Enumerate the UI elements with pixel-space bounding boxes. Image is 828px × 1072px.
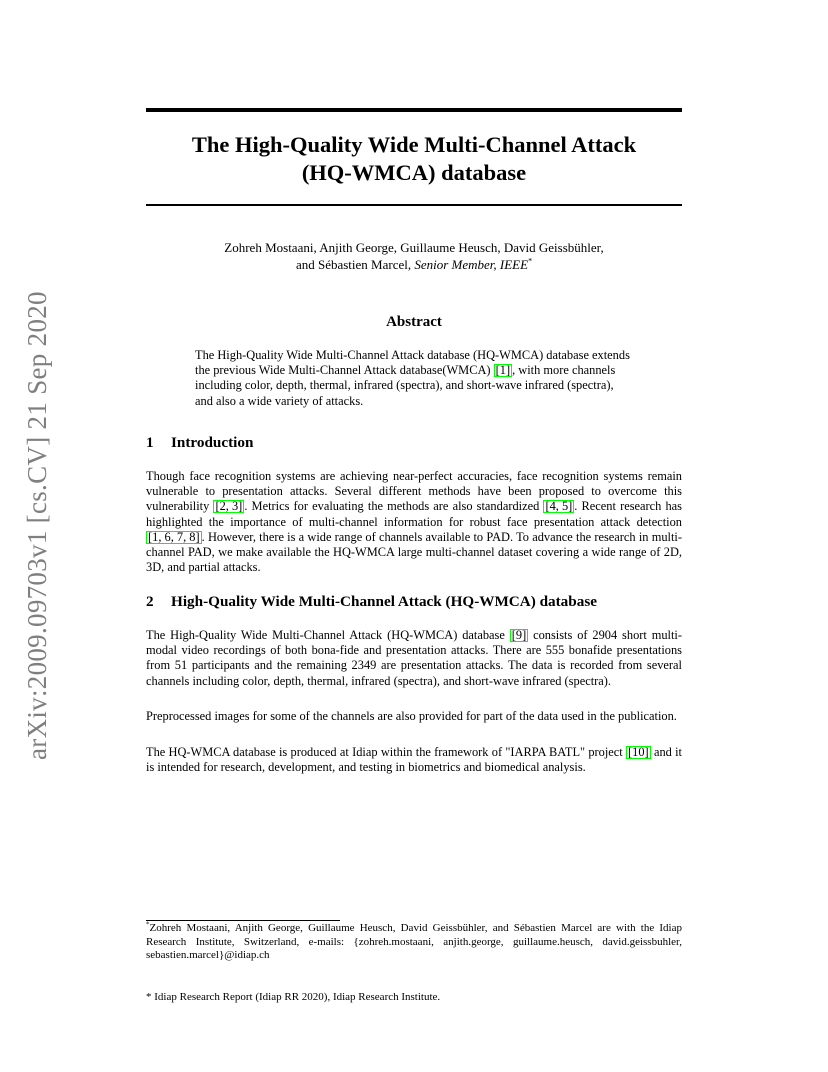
citation-link[interactable]: [9] [511, 628, 527, 642]
abstract-heading: Abstract [386, 314, 442, 330]
citation-link[interactable]: [1] [495, 363, 511, 378]
footnote-rule [146, 920, 340, 921]
section-heading-introduction [146, 434, 682, 452]
paragraph-text: Though face recognition systems are achieving near-perfect accuracies, face recognition systems remain vulnerable to presentation attacks. Several different methods have been proposed to overcome this vulnerability [146, 469, 682, 514]
section-number: 1 [146, 434, 154, 451]
paragraph-text: . Recent research has highlighted the importance of multi-channel information for robust face presentation attack detection [146, 499, 682, 529]
intro-paragraph [146, 469, 682, 575]
citation-link[interactable]: [2, 3] [215, 499, 243, 514]
paragraph-text: The HQ-WMCA database is produced at Idiap within the framework of "IARPA BATL" project [146, 745, 627, 759]
hq-wmca-paragraph-2: Preprocessed images for some of the channels are also provided for part of the data used in the publication. [146, 709, 677, 723]
paragraph-text: and it is intended for research, development, and testing in biometrics and biomedical analysis. [146, 745, 682, 775]
hq-wmca-paragraph-1 [146, 628, 682, 689]
footnote-mark: * [146, 920, 150, 929]
citation-link[interactable]: [4, 5] [545, 499, 573, 514]
hq-wmca-paragraph-3 [146, 745, 682, 775]
paragraph-text: consists of 2904 short multi-modal video recordings of both bona-fide and presentation attacks. There are 555 bonafide presentations from 51 participants and the remaining 2349 are presentation attacks. The data is recorded from several channels including color, depth, thermal, infrared (spectra), and short-wave infrared (spectra). [146, 628, 682, 688]
title-top-rule [146, 108, 682, 112]
section-title: High-Quality Wide Multi-Channel Attack (HQ-WMCA) database [171, 593, 597, 610]
author-line-1: Zohreh Mostaani, Anjith George, Guillaume Heusch, David Geissbühler, [224, 240, 604, 255]
report-note: * Idiap Research Report (Idiap RR 2020), Idiap Research Institute. [146, 991, 441, 1003]
arxiv-stamp: arXiv:2009.09703v1 [cs.CV] 21 Sep 2020 [22, 291, 52, 760]
title-line-2: (HQ-WMCA) database [301, 160, 527, 185]
paragraph-text: . Metrics for evaluating the methods are also standardized [244, 499, 544, 514]
title-bottom-rule [146, 204, 682, 206]
paper-title [146, 131, 682, 187]
abstract-text: , with more channels including color, depth, thermal, infrared (spectra), and short-wave infrared (spectra), and also a wide variety of attacks. [195, 363, 616, 408]
paragraph-text: The High-Quality Wide Multi-Channel Attack (HQ-WMCA) database [146, 628, 510, 642]
citation-link[interactable]: [10] [628, 745, 649, 759]
author-list [146, 240, 682, 273]
author-footnote [146, 922, 682, 963]
paragraph-text: . However, there is a wide range of channels available to PAD. To advance the research in multi-channel PAD, we make available the HQ-WMCA large multi-channel dataset covering a wide range of 2D, 3D, and partial attacks. [146, 529, 682, 575]
citation-link[interactable]: [1, 6, 7, 8] [148, 529, 200, 544]
abstract-body [195, 348, 633, 409]
author-line-2-text: and Sébastien Marcel, [295, 256, 415, 272]
author-line-2 [146, 257, 682, 274]
title-line-1: The High-Quality Wide Multi-Channel Attack [191, 132, 637, 157]
section-heading-hq-wmca [146, 593, 682, 611]
section-title: Introduction [171, 434, 254, 451]
section-number: 2 [146, 593, 154, 610]
abstract-text: The High-Quality Wide Multi-Channel Attack database (HQ-WMCA) database extends the previous Wide Multi-Channel Attack database(WMCA) [195, 348, 630, 378]
author-footnote-mark: * [528, 256, 533, 266]
author-role: Senior Member, IEEE [414, 256, 529, 272]
footnote-text: Zohreh Mostaani, Anjith George, Guillaume Heusch, David Geissbühler, and Sébastien Marcel are with the Idiap Research Institute, Switzerland, e-mails: {zohreh.mostaani, anjith.george, guillaume.heusch, david.geissbuhler, sebastien.marcel}@idiap.ch [146, 922, 682, 962]
